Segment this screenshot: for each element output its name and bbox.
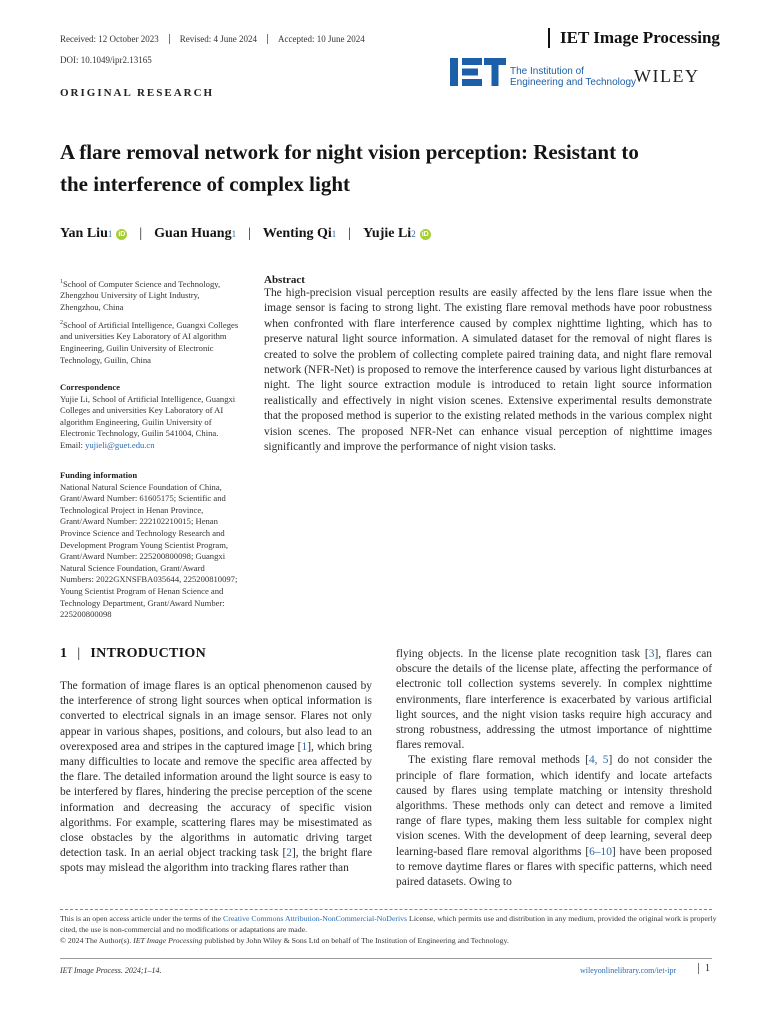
citation-link[interactable]: 6–10	[589, 845, 612, 858]
text-run: published by John Wiley & Sons Ltd on behalf of The Institution of Engineering and Technology.	[202, 935, 509, 945]
correspondence-block	[60, 382, 240, 452]
email-link[interactable]: yujieli@guet.edu.cn	[85, 439, 155, 450]
author-affiliation-mark: 1	[331, 229, 337, 239]
section-number: 1	[60, 646, 68, 661]
doi[interactable]: DOI: 10.1049/ipr2.13165	[60, 55, 152, 65]
author-separator: |	[348, 226, 352, 241]
page-number: 1	[698, 963, 710, 974]
paragraph	[60, 679, 372, 877]
iet-line-1: The Institution of	[510, 66, 584, 77]
author-name[interactable]: Wenting Qi	[262, 226, 332, 241]
author-name[interactable]: Guan Huang	[154, 226, 232, 241]
iet-logo-icon	[450, 58, 506, 86]
text-run: ], which bring many difficulties to locate and remove the specific area affected by the flare. The detailed information around the light source is easy to be interfered by flares, hindering the precise perception of the scene information and decreasing the accuracy of specific vision algorithms. For example, scattering flares may be misestimated as close obstacles by the algorithms in automatic driving target detection task. In an aerial object tracking task [	[60, 740, 372, 860]
text-run: ], the bright flare spots may mislead the algorithm into tracking flares rather than	[60, 847, 373, 875]
text-run: License, which permits use and distribution in any medium, provided the original work is properly cited, the use is non-commercial and no modifications or adaptations are made.	[60, 914, 717, 934]
funding-heading: Funding information	[60, 470, 138, 480]
footnote-divider	[60, 909, 712, 910]
accepted-date: Accepted: 10 June 2024	[267, 34, 375, 44]
text-run: flying objects. In the license plate recognition task [	[396, 648, 649, 660]
funding-block	[60, 470, 240, 621]
footer-citation: IET Image Process. 2024;1–14.	[60, 966, 162, 975]
title-line-2: the interference of complex light	[60, 172, 351, 196]
author-separator: |	[139, 226, 143, 241]
license-notice	[60, 914, 720, 946]
citation-link[interactable]: 1	[301, 740, 308, 753]
author-separator: |	[248, 226, 251, 241]
title-line-1: A flare removal network for night vision perception: Resistant to	[60, 140, 639, 164]
article-dates	[60, 34, 375, 44]
author-name[interactable]: Yujie Li	[363, 226, 412, 241]
section-heading-introduction	[60, 646, 206, 662]
article-type-label: ORIGINAL RESEARCH	[60, 87, 215, 99]
affiliation-number: 1	[60, 279, 63, 285]
section-title: INTRODUCTION	[90, 646, 207, 661]
revised-date: Revised: 4 June 2024	[169, 34, 267, 44]
article-title	[60, 136, 720, 200]
text-run: ], flares can obscure the details of the license plate, affecting the performance of electronic toll collection systems severely. In complex nighttime environments, flare interference is exacerbated by various artificial light sources, and the night vision tasks require high accuracy and strong robustness, addressing the utmost importance of nighttime flares removal.	[396, 648, 712, 752]
text-run: ] have been proposed to remove daytime flares or flares with specific patterns, which need paired datasets. Owing to	[396, 845, 712, 889]
abstract-text: The high-precision visual perception results are easily affected by the lens flare issue when the image sensor is facing to strong light. The existing flare removal methods have poor robustness when confronted with flare interference caused by complex nighttime lighting, which has to preserve natural light source information. A simulated dataset for the removal of night flares is created to solve the problem of collecting complete paired training data, and night flare removal network (NFR-Net) is proposed to remove the interference caused by various light disturbances at night. The light source extraction module is introduced to retain light source information realistically and effectively in night vision scenes. Extensive experimental results demonstrate that the proposed method is superior to the existing related methods in the various complex night vision scenes. The proposed NFR-Net can enhance visual perception of nighttime images significantly and improve the performance of night vision tasks.	[264, 287, 712, 454]
orcid-icon[interactable]: iD	[421, 230, 429, 238]
abstract-heading: Abstract	[264, 274, 305, 286]
affiliation-text: School of Computer Science and Technology, Zhengzhou University of Light Industry, Zhengzhou, China	[60, 278, 221, 313]
iet-line-2: Engineering and Technology	[510, 77, 637, 88]
body-column-left	[60, 679, 372, 877]
funding-text: National Natural Science Foundation of China, Grant/Award Number: 61605175; Scientific and Technological Project in Henan Province, Grant/Award Number: 222102210015; Henan Province Science and Technology Research and Development Program Young Scientist Program, Grant/Award Number: 225200800098; Guangxi Natural Science Foundation, Grant/Award Numbers: 2022GXNSFBA035644, 225200810097; Young Scientist Program of Henan Science and Technology Department, Grant/Award Number: 225200800098	[60, 481, 238, 620]
orcid-icon[interactable]: iD	[118, 230, 126, 238]
affiliation-text: School of Artificial Intelligence, Guangxi Colleges and universities Key Laboratory of AI algorithm Engineering, Guilin University of Electronic Technology, Guilin, China	[60, 319, 239, 365]
journal-name-italic: IET Image Processing	[133, 935, 203, 945]
citation-link[interactable]: 2	[286, 847, 292, 860]
affiliation-2	[60, 318, 240, 366]
body-column-right	[396, 647, 712, 890]
received-date: Received: 12 October 2023	[60, 34, 159, 44]
footer-divider	[60, 958, 712, 959]
abstract-section	[264, 274, 712, 455]
email-label: Email:	[60, 439, 86, 450]
author-affiliation-mark: 2	[411, 229, 416, 239]
citation-link[interactable]: 3	[648, 648, 655, 660]
section-divider: |	[77, 646, 81, 661]
journal-name: IET Image Processing	[548, 28, 720, 48]
author-affiliation-mark: 1	[107, 229, 113, 239]
wiley-logo: WILEY	[634, 66, 700, 86]
iet-logo-text	[510, 66, 636, 88]
footer-url[interactable]: wileyonlinelibrary.com/iet-ipr	[580, 966, 677, 975]
text-run: © 2024 The Author(s).	[60, 935, 134, 945]
paragraph	[396, 647, 712, 753]
author-affiliation-mark: 1	[231, 229, 237, 239]
citation-link[interactable]: 4, 5	[588, 754, 609, 767]
text-run: ] do not consider the principle of flare formation, which identify and locate artefacts caused by flares using template matching or intensity threshold algorithms. These methods only can detect and remove a limited range of flare types, making them less suitable for complex night vision scenes. With the development of deep learning, several deep learning-based flare removal algorithms [	[396, 754, 713, 858]
text-run: The formation of image flares is an optical phenomenon caused by the interference of strong light sources when optical information is converted to electrical signals in an image sensor. Flares not only appear in various shapes, positions, and colours, but also lead to an overexposed area and stripes in the captured image [	[60, 680, 372, 753]
affiliation-1	[60, 277, 240, 314]
correspondence-heading: Correspondence	[60, 382, 120, 392]
author-list	[60, 226, 431, 242]
text-run: The existing flare removal methods [	[408, 754, 589, 767]
license-link[interactable]: Creative Commons Attribution-NonCommercial-NoDerivs	[223, 914, 408, 923]
text-run: This is an open access article under the terms of the	[60, 914, 224, 923]
paragraph	[396, 753, 712, 890]
publisher-logos	[450, 58, 712, 88]
affiliation-number: 2	[60, 320, 63, 326]
author-name[interactable]: Yan Liu	[60, 226, 108, 241]
correspondence-text: Yujie Li, School of Artificial Intelligence, Guangxi Colleges and universities Key Laboratory of AI algorithm Engineering, Guilin University of Electronic Technology, Guilin 541004, China.	[60, 393, 236, 439]
